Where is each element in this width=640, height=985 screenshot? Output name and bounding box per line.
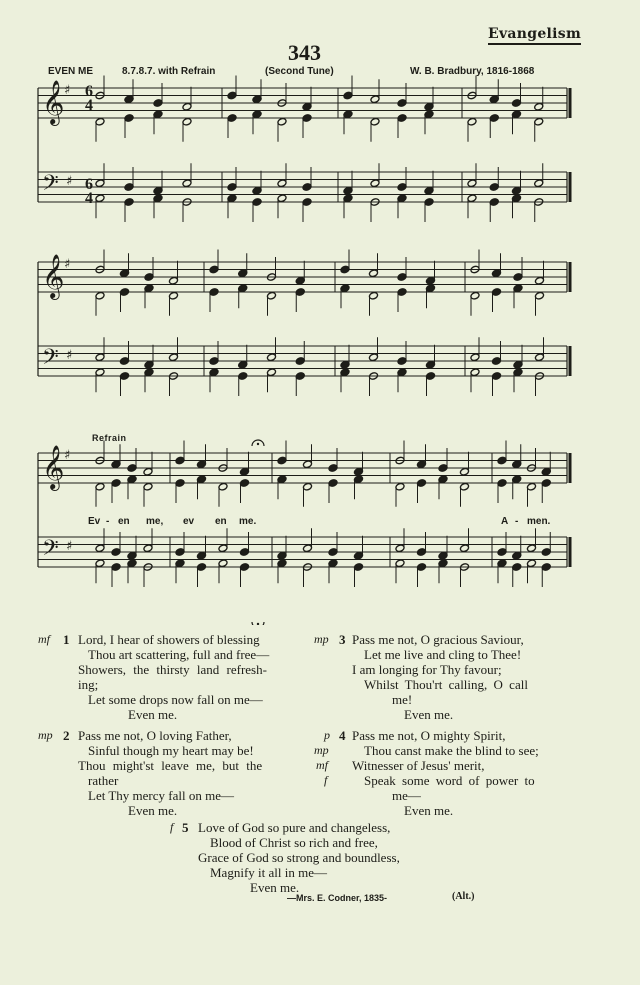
note-head	[153, 194, 163, 203]
note-head	[277, 194, 287, 203]
note-head	[489, 114, 499, 123]
note-head	[218, 544, 228, 553]
note-head	[340, 360, 350, 369]
note-head	[218, 559, 228, 568]
note-head	[182, 102, 192, 111]
note-head	[424, 110, 434, 119]
note-head	[527, 544, 537, 553]
note-head	[497, 479, 507, 488]
note-head	[143, 467, 153, 476]
note-head	[277, 117, 287, 126]
note-head	[527, 482, 537, 491]
note-head	[277, 456, 287, 465]
verse-line: Pass me not, O gracious Saviour,	[352, 632, 524, 647]
note-head	[397, 194, 407, 203]
note-head	[95, 117, 105, 126]
verse-line: Even me.	[128, 707, 178, 722]
note-head	[497, 548, 507, 557]
verse-number: 3	[339, 632, 346, 647]
note-head	[512, 475, 522, 484]
note-head	[370, 95, 380, 104]
meter: 8.7.8.7. with Refrain	[122, 66, 216, 77]
note-head	[169, 353, 179, 362]
refrain-lyric: Ev	[88, 516, 101, 527]
note-head	[197, 563, 207, 572]
refrain-lyric: en	[215, 516, 227, 527]
verse-line: Witnesser of Jesus' merit,	[352, 758, 485, 773]
note-head	[397, 273, 407, 282]
verse-line: Showers, the thirsty land refresh-	[78, 662, 267, 677]
note-head	[460, 467, 470, 476]
note-head	[252, 198, 262, 207]
note-head	[302, 102, 312, 111]
note-head	[535, 291, 545, 300]
note-head	[124, 183, 134, 192]
note-head	[124, 114, 134, 123]
amen-lyric: men.	[527, 516, 551, 527]
refrain-lyric: me,	[146, 516, 164, 527]
verse-line: Magnify it all in me—	[210, 865, 327, 880]
note-head	[369, 353, 379, 362]
refrain-lyric: en	[118, 516, 130, 527]
note-head	[417, 563, 427, 572]
note-head	[438, 464, 448, 473]
sharp-icon: ♯	[64, 83, 71, 98]
sharp-icon: ♯	[66, 348, 73, 363]
verse-line: Let Thy mercy fall on me—	[88, 788, 234, 803]
verse-line: rather	[88, 773, 119, 788]
verse-line: Blood of Christ so rich and free,	[210, 835, 378, 850]
note-head	[277, 551, 287, 560]
verse-line: me—	[392, 788, 421, 803]
note-head	[489, 198, 499, 207]
note-head	[489, 183, 499, 192]
note-head	[175, 559, 185, 568]
note-head	[370, 117, 380, 126]
author-credit: —Mrs. E. Codner, 1835-	[287, 893, 388, 903]
note-head	[95, 194, 105, 203]
note-head	[492, 269, 502, 278]
note-head	[395, 544, 405, 553]
note-head	[397, 357, 407, 366]
note-head	[328, 464, 338, 473]
note-head	[492, 372, 502, 381]
note-head	[111, 460, 121, 469]
note-head	[512, 99, 522, 108]
note-head	[467, 117, 477, 126]
note-head	[238, 269, 248, 278]
note-head	[513, 368, 523, 377]
note-head	[541, 479, 551, 488]
verse-line: Thou canst make the blind to see;	[364, 743, 539, 758]
note-head	[240, 467, 250, 476]
alteration-note: (Alt.)	[452, 891, 475, 902]
note-head	[438, 475, 448, 484]
note-head	[295, 288, 305, 297]
note-head	[302, 198, 312, 207]
note-head	[209, 368, 219, 377]
note-head	[144, 368, 154, 377]
note-head	[497, 559, 507, 568]
dynamic-marking: f	[170, 820, 174, 834]
note-head	[467, 179, 477, 188]
note-head	[535, 276, 545, 285]
note-head	[197, 551, 207, 560]
note-head	[240, 548, 250, 557]
treble-clef-icon: 𝄞	[42, 254, 65, 298]
dynamic-marking: mf	[316, 758, 328, 772]
note-head	[277, 559, 287, 568]
note-head	[438, 551, 448, 560]
note-head	[197, 475, 207, 484]
tune-name: EVEN ME	[48, 66, 94, 77]
note-head	[497, 456, 507, 465]
note-head	[144, 273, 154, 282]
note-head	[182, 117, 192, 126]
note-head	[153, 110, 163, 119]
note-head	[470, 291, 480, 300]
dynamic-marking: p	[324, 728, 330, 742]
note-head	[95, 482, 105, 491]
note-head	[209, 265, 219, 274]
verse-line: Even me.	[250, 880, 300, 895]
note-head	[197, 460, 207, 469]
note-head	[144, 360, 154, 369]
note-head	[343, 91, 353, 100]
section-title: Evangelism	[488, 26, 581, 45]
note-head	[238, 284, 248, 293]
note-head	[303, 544, 313, 553]
composer: W. B. Bradbury, 1816-1868	[410, 66, 535, 77]
note-head	[127, 475, 137, 484]
verse-line: Even me.	[128, 803, 178, 818]
note-head	[397, 368, 407, 377]
verse-line: Lord, I hear of showers of blessing	[78, 632, 260, 647]
note-head	[120, 372, 130, 381]
note-head	[460, 544, 470, 553]
sharp-icon: ♯	[64, 448, 71, 463]
note-head	[95, 353, 105, 362]
note-head	[417, 460, 427, 469]
note-head	[369, 291, 379, 300]
note-head	[527, 559, 537, 568]
verse-line: ing;	[78, 677, 99, 692]
note-head	[175, 548, 185, 557]
note-head	[295, 276, 305, 285]
note-head	[424, 198, 434, 207]
note-head	[95, 559, 105, 568]
note-head	[153, 186, 163, 195]
note-head	[354, 563, 364, 572]
note-head	[340, 284, 350, 293]
bass-clef-icon: 𝄢	[42, 171, 59, 201]
time-signature-treble: 6 4	[85, 83, 93, 114]
note-head	[95, 291, 105, 300]
note-head	[397, 99, 407, 108]
note-head	[492, 288, 502, 297]
note-head	[295, 357, 305, 366]
fermata-dot	[257, 623, 259, 625]
note-head	[127, 464, 137, 473]
note-head	[124, 95, 134, 104]
note-head	[120, 357, 130, 366]
note-head	[492, 357, 502, 366]
note-head	[175, 456, 185, 465]
verse-line: Even me.	[404, 803, 454, 818]
verse-line: Thou art scattering, full and free—	[88, 647, 270, 662]
verse-line: Pass me not, O loving Father,	[78, 728, 232, 743]
note-head	[227, 194, 237, 203]
note-head	[127, 551, 137, 560]
note-head	[541, 467, 551, 476]
note-head	[169, 276, 179, 285]
note-head	[328, 479, 338, 488]
verse-line: Pass me not, O mighty Spirit,	[352, 728, 506, 743]
note-head	[238, 360, 248, 369]
note-head	[541, 548, 551, 557]
note-head	[512, 110, 522, 119]
note-head	[124, 198, 134, 207]
note-head	[302, 183, 312, 192]
sharp-icon: ♯	[66, 539, 73, 554]
note-head	[295, 372, 305, 381]
note-head	[303, 482, 313, 491]
note-head	[340, 368, 350, 377]
note-head	[343, 194, 353, 203]
note-head	[354, 551, 364, 560]
note-head	[227, 114, 237, 123]
note-head	[512, 186, 522, 195]
note-head	[534, 102, 544, 111]
sharp-icon: ♯	[64, 257, 71, 272]
note-head	[467, 194, 477, 203]
note-head	[143, 544, 153, 553]
note-head	[252, 95, 262, 104]
amen-lyric: -	[515, 516, 519, 527]
note-head	[238, 372, 248, 381]
note-head	[328, 548, 338, 557]
note-head	[397, 288, 407, 297]
note-head	[541, 563, 551, 572]
note-head	[95, 179, 105, 188]
note-head	[340, 265, 350, 274]
verse-number: 2	[63, 728, 70, 743]
note-head	[460, 482, 470, 491]
dynamic-marking: mp	[314, 743, 329, 757]
note-head	[95, 368, 105, 377]
note-head	[252, 186, 262, 195]
note-head	[153, 99, 163, 108]
verse-line: Love of God so pure and changeless,	[198, 820, 391, 835]
verse-line: Even me.	[404, 707, 454, 722]
note-head	[354, 467, 364, 476]
note-head	[111, 548, 121, 557]
note-head	[302, 114, 312, 123]
note-head	[534, 179, 544, 188]
verse-line: Let some drops now fall on me—	[88, 692, 263, 707]
note-head	[395, 559, 405, 568]
note-head	[240, 479, 250, 488]
note-head	[95, 544, 105, 553]
treble-clef-icon: 𝄞	[42, 80, 65, 124]
note-head	[240, 563, 250, 572]
note-head	[175, 479, 185, 488]
verse-line: Speak some word of power to	[364, 773, 535, 788]
note-head	[369, 269, 379, 278]
note-head	[218, 482, 228, 491]
note-head	[489, 95, 499, 104]
note-head	[417, 548, 427, 557]
note-head	[303, 460, 313, 469]
refrain-lyric: me.	[239, 516, 257, 527]
note-head	[513, 360, 523, 369]
note-head	[424, 102, 434, 111]
verse-line: Sinful though my heart may be!	[88, 743, 254, 758]
verse-line: Whilst Thou'rt calling, O call	[364, 677, 528, 692]
note-head	[470, 368, 480, 377]
note-head	[395, 482, 405, 491]
note-head	[143, 482, 153, 491]
note-head	[470, 353, 480, 362]
time-signature-bass: 6 4	[85, 176, 93, 207]
bass-clef-icon: 𝄢	[42, 345, 59, 375]
note-head	[512, 551, 522, 560]
note-head	[426, 372, 436, 381]
note-head	[343, 110, 353, 119]
note-head	[227, 183, 237, 192]
hymn-number: 343	[288, 40, 321, 65]
note-head	[209, 288, 219, 297]
verse-number: 1	[63, 632, 70, 647]
note-head	[127, 559, 137, 568]
note-head	[267, 353, 277, 362]
note-head	[169, 291, 179, 300]
verse-line: Let me live and cling to Thee!	[364, 647, 522, 662]
note-head	[227, 91, 237, 100]
note-head	[438, 559, 448, 568]
note-head	[120, 288, 130, 297]
note-head	[111, 563, 121, 572]
note-head	[397, 114, 407, 123]
dynamic-marking: f	[324, 773, 328, 787]
verse-line: Thou might'st leave me, but the	[78, 758, 263, 773]
dynamic-marking: mp	[314, 632, 329, 646]
note-head	[397, 183, 407, 192]
verse-line: I am longing for Thy favour;	[352, 662, 502, 677]
fermata-dot	[257, 443, 259, 445]
verse-number: 5	[182, 820, 189, 835]
note-head	[277, 179, 287, 188]
note-head	[370, 179, 380, 188]
refrain-lyric: -	[106, 516, 110, 527]
bass-clef-icon: 𝄢	[42, 536, 59, 566]
note-head	[426, 284, 436, 293]
tune-note: (Second Tune)	[265, 66, 334, 77]
dynamic-marking: mp	[38, 728, 53, 742]
note-head	[328, 559, 338, 568]
note-head	[354, 475, 364, 484]
note-head	[513, 284, 523, 293]
note-head	[252, 110, 262, 119]
note-head	[267, 291, 277, 300]
note-head	[182, 179, 192, 188]
note-head	[144, 284, 154, 293]
note-head	[534, 117, 544, 126]
verse-number: 4	[339, 728, 346, 743]
note-head	[417, 479, 427, 488]
refrain-lyric: ev	[183, 516, 195, 527]
note-head	[111, 479, 121, 488]
note-head	[512, 460, 522, 469]
note-head	[343, 186, 353, 195]
sharp-icon: ♯	[66, 174, 73, 189]
note-head	[535, 353, 545, 362]
note-head	[424, 186, 434, 195]
note-head	[512, 563, 522, 572]
note-head	[513, 273, 523, 282]
verse-line: me!	[392, 692, 413, 707]
dynamic-marking: mf	[38, 632, 50, 646]
treble-clef-icon: 𝄞	[42, 445, 65, 489]
refrain-label: Refrain	[92, 433, 127, 443]
verse-line: Grace of God so strong and boundless,	[198, 850, 400, 865]
note-head	[426, 276, 436, 285]
note-head	[209, 357, 219, 366]
note-head	[512, 194, 522, 203]
note-head	[120, 269, 130, 278]
note-head	[267, 368, 277, 377]
amen-lyric: A	[501, 516, 509, 527]
note-head	[277, 475, 287, 484]
note-head	[426, 360, 436, 369]
